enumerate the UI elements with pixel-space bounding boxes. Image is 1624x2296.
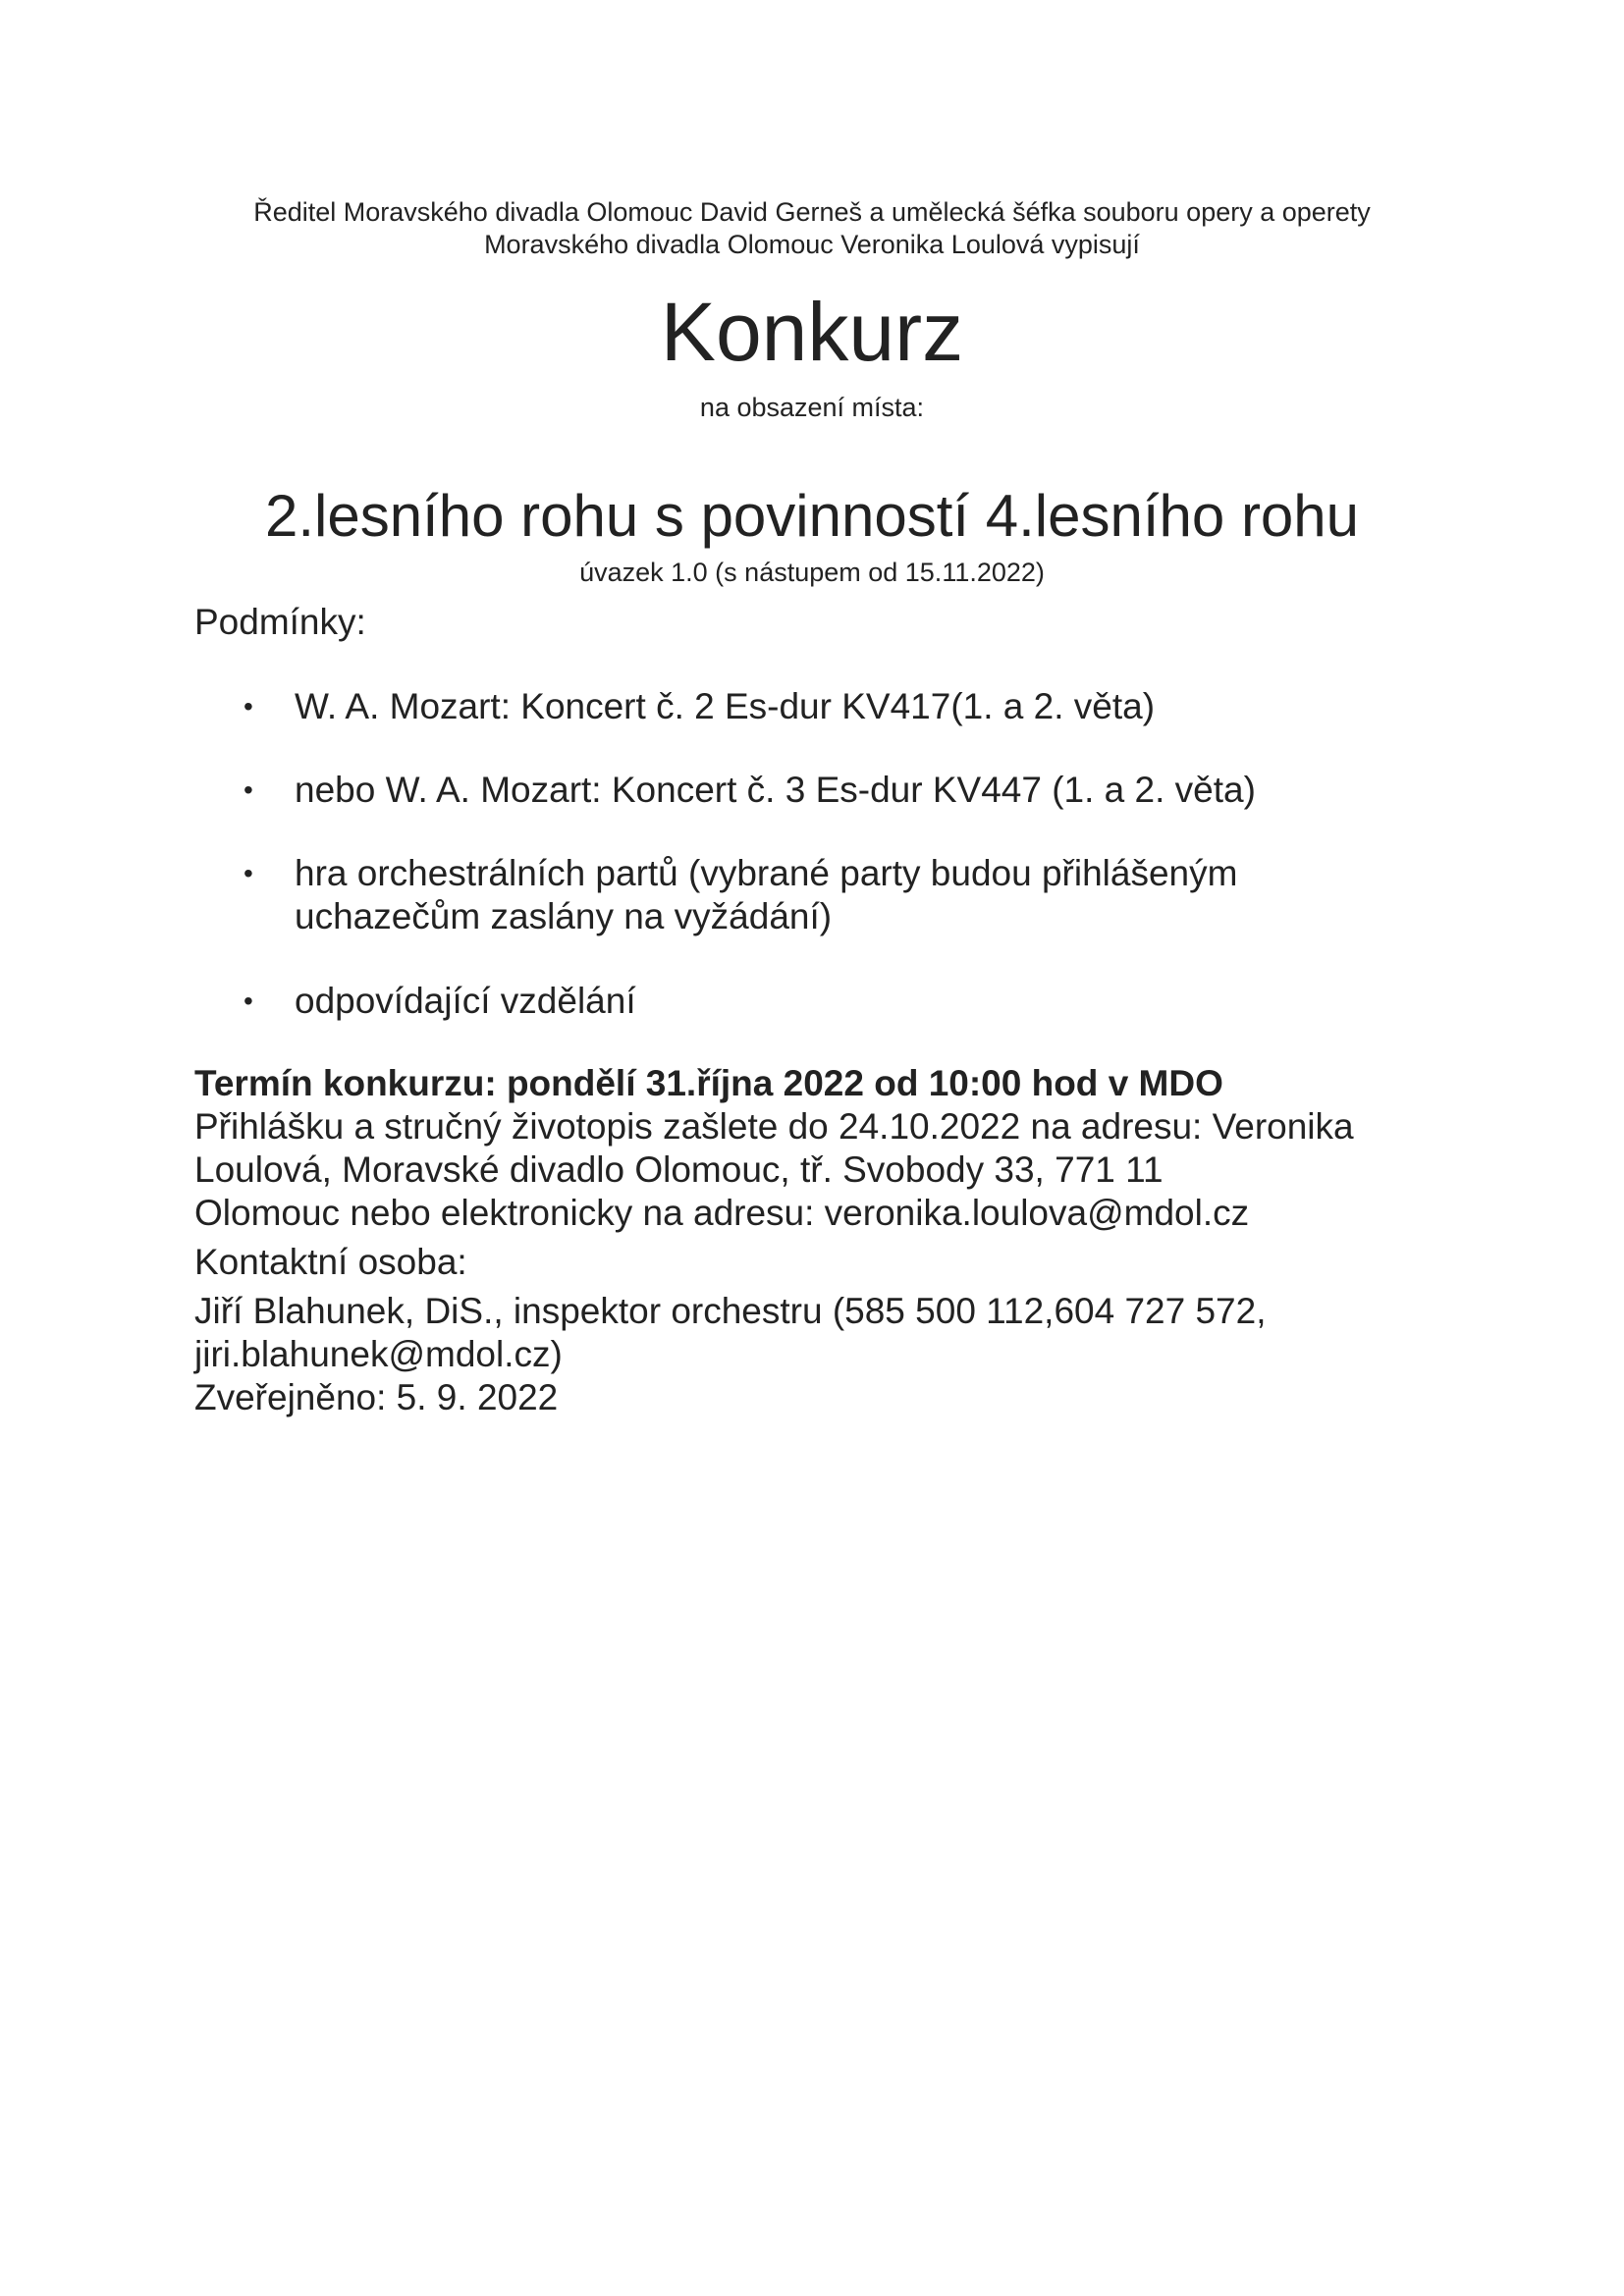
position-title: 2.lesního rohu s povinností 4.lesního rohu (264, 483, 1360, 549)
list-item: • nebo W. A. Mozart: Koncert č. 3 Es-dur KV447 (1. a 2. věta) (194, 769, 1422, 812)
list-item: • odpovídající vzdělání (194, 980, 1422, 1023)
details-block (194, 1062, 1490, 1419)
contact-line-2: jiri.blahunek@mdol.cz) (194, 1334, 563, 1374)
application-line-1: Přihlášku a stručný životopis zašlete do 24.10.2022 na adresu: Veronika (194, 1106, 1354, 1147)
conditions-label: Podmínky: (194, 602, 366, 642)
contact-line-1: Jiří Blahunek, DiS., inspektor orchestru (585 500 112,604 727 572, (194, 1291, 1267, 1331)
intro-line-2: Moravského divadla Olomouc Veronika Loulová vypisují (484, 230, 1140, 259)
intro-paragraph (147, 196, 1477, 261)
published-date: Zveřejněno: 5. 9. 2022 (194, 1377, 559, 1417)
application-info (194, 1105, 1490, 1235)
subtitle: na obsazení místa: (699, 393, 925, 422)
intro-line-1: Ředitel Moravského divadla Olomouc David Gerneš a umělecká šéfka souboru opery a operety (253, 197, 1371, 227)
audition-date: Termín konkurzu: pondělí 31.října 2022 od 10:00 hod v MDO (194, 1063, 1223, 1103)
list-item: • hra orchestrálních partů (vybrané party budou přihlášeným uchazečům zaslány na vyžádání) (194, 852, 1422, 938)
list-item: • W. A. Mozart: Koncert č. 2 Es-dur KV417(1. a 2. věta) (194, 685, 1422, 728)
contact-label: Kontaktní osoba: (194, 1242, 467, 1282)
application-line-3: Olomouc nebo elektronicky na adresu: veronika.loulova@mdol.cz (194, 1193, 1250, 1233)
application-line-2: Loulová, Moravské divadlo Olomouc, tř. Svobody 33, 771 11 (194, 1149, 1164, 1190)
conditions-list (194, 685, 1422, 1023)
page-title: Konkurz (660, 286, 964, 378)
contract-info: úvazek 1.0 (s nástupem od 15.11.2022) (579, 558, 1045, 587)
